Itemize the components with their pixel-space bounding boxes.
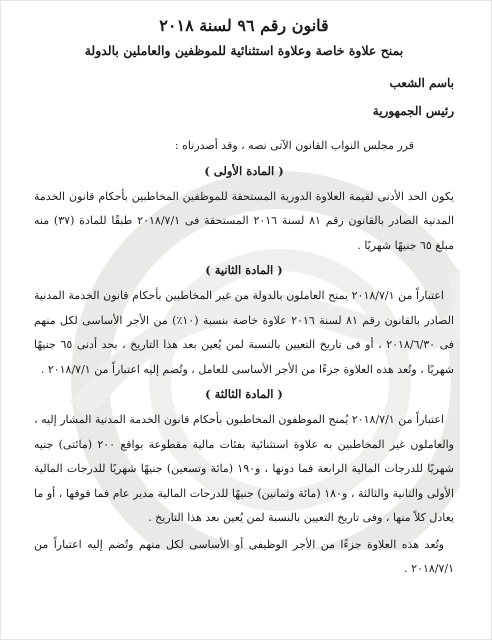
article-1-heading: ( المادة الأولى ) — [204, 163, 284, 178]
article-2-text: اعتباراً من ٢٠١٨/٧/١ يمنح العاملون بالدولة من غير المخاطبين بأحكام قانون الخدمة المدنية الصادر بالقانون رقم ٨١ لسنة ٢٠١٦ علاوة خاصة بنسبة (١٠٪) من الأجر الأساسى لكل منهم فى ٢٠١٨/٦/٣٠ ، أو فى تاريخ التعيين بالنسبة لمن يُعين بعد هذا التاريخ ، بحد أدنى ٦٥ جنيهًا شهريًا ، وتُعد هذه العلاوة جزءًا من الأجر الأساسى للعامل ، وتُضم إليه اعتباراً من ٢٠١٨/٧/١ . — [34, 289, 455, 376]
law-title: قانون رقم ٩٦ لسنة ٢٠١٨ — [159, 16, 329, 35]
article-1-text: يكون الحد الأدنى لقيمة العلاوة الدورية المستحقة للموظفين المخاطبين بأحكام قانون الخدمة المدنية الصادر بالقانون رقم ٨١ لسنة ٢٠١٦ المستحقة فى ٢٠١٨/٧/١ طبقًا للمادة (٣٧) منه مبلغ ٦٥ جنيهًا شهريًا . — [34, 189, 454, 252]
people-line: باسم الشعب — [389, 76, 454, 90]
article-3-text: اعتباراً من ٢٠١٨/٧/١ يُمنح الموظفون المخاطبون بأحكام قانون الخدمة المدنية المشار إليه ، والعاملون غير المخاطبين به علاوة استثنائية بفئات مالية مقطوعة بواقع ٢٠٠ (مائتى) جنيه شهريًا للدرجات المالية الرابعة فما دونها ، و١٩٠ (مائة وتسعين) جنيهًا شهريًا للدرجات المالية الأولى والثانية والثالثة ، و١٨٠ (مائة وثمانين) جنيهًا للدرجات المالية مدير عام فما فوقها ، أو ما يعادل كلاً منها ، وفى تاريخ التعيين بالنسبة لمن يُعين بعد هذا التاريخ . — [34, 413, 455, 524]
article-3-heading: ( المادة الثالثة ) — [205, 387, 283, 401]
intro-paragraph: قرر مجلس النواب القانون الآتى نصه ، وقد أصدرناه : — [174, 139, 414, 152]
article-2-heading: ( المادة الثانية ) — [205, 263, 283, 277]
article-3-text-continued: وتُعد هذه العلاوة جزءًا من الأجر الوظيفى أو الأساسى لكل منهم وتُضم إليه اعتباراً من ٢٠١٨/٧/١ . — [34, 537, 454, 575]
president-line: رئيس الجمهورية — [372, 104, 454, 118]
law-subtitle: بمنح علاوة خاصة وعلاوة استثنائية للموظفين والعاملين بالدولة — [84, 43, 404, 58]
